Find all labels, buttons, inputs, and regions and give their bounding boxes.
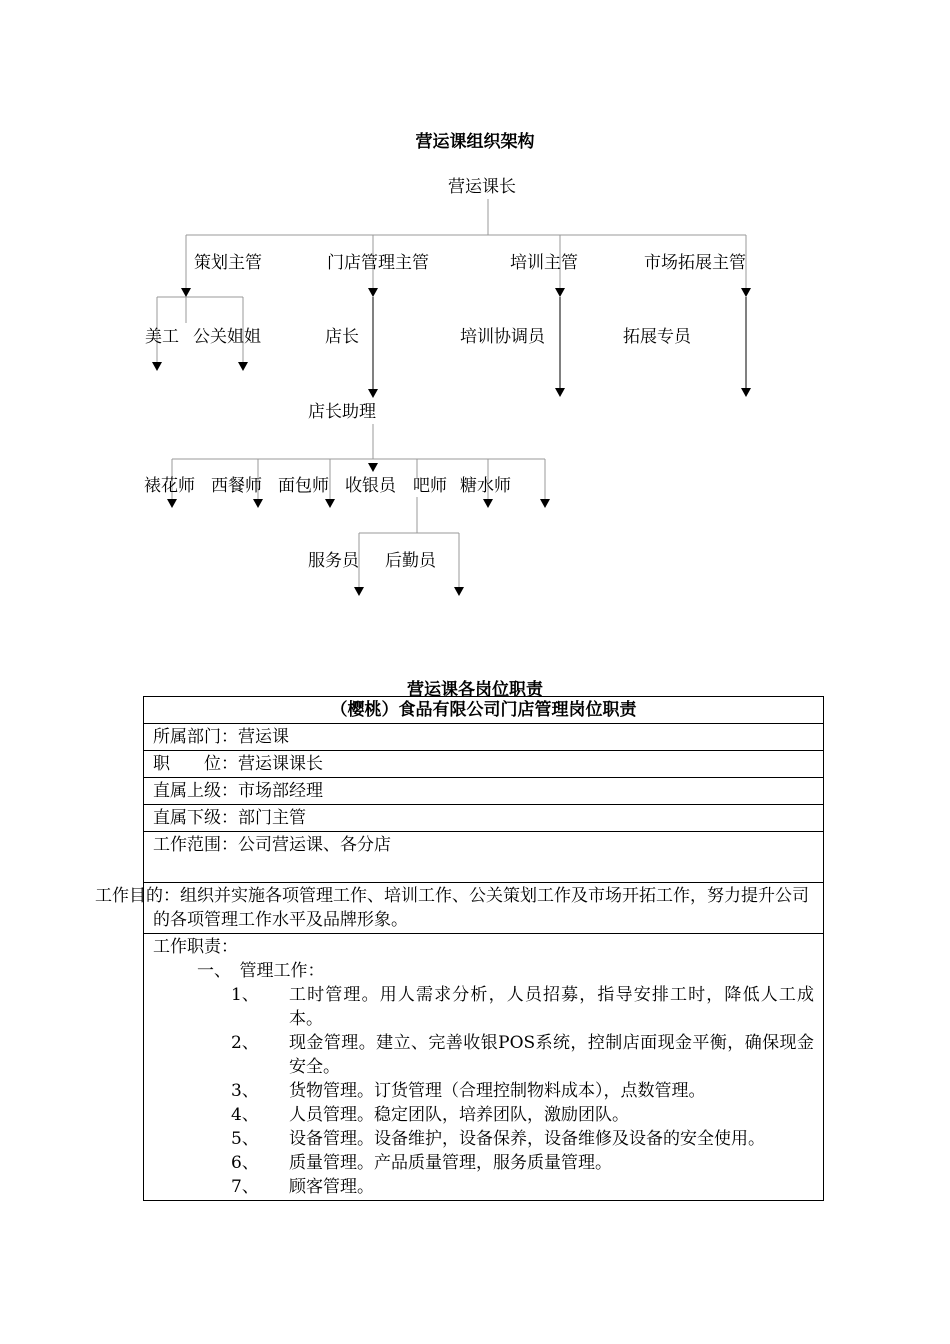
org-chart-title: 营运课组织架构 [415, 132, 535, 152]
duty-item-number: 5、 [231, 1129, 259, 1149]
superior-row: 直属上级：市场部经理 [144, 778, 824, 805]
org-chart [0, 0, 950, 660]
purpose-row: 工作目的：组织并实施各项管理工作、培训工作、公关策划工作及市场开拓工作，努力提升公司的各项管理工作水平及品牌形象。 [144, 883, 824, 934]
duties-section-title: 营运课各岗位职责 [407, 680, 543, 700]
node-decorator: 裱花师 [144, 476, 195, 496]
duty-item [153, 1175, 814, 1199]
node-assistant-manager: 店长助理 [308, 402, 376, 422]
duty-item-text: 现金管理。建立、完善收银POS系统，控制店面现金平衡，确保现金安全。 [289, 1033, 814, 1077]
subordinate-row: 直属下级：部门主管 [144, 805, 824, 832]
node-barista: 吧师 [413, 476, 447, 496]
node-logistics: 后勤员 [385, 551, 436, 571]
duty-item [153, 1079, 814, 1103]
duty-item-text: 货物管理。订货管理（合理控制物料成本），点数管理。 [289, 1081, 706, 1101]
duty-item-number: 6、 [231, 1153, 259, 1173]
node-cashier: 收银员 [345, 476, 396, 496]
node-market-manager: 市场拓展主管 [644, 253, 746, 273]
duty-item [153, 1127, 814, 1151]
scope-row: 工作范围：公司营运课、各分店 [144, 832, 824, 883]
duty-item-number: 3、 [231, 1081, 259, 1101]
duty-item-number: 7、 [231, 1177, 259, 1197]
duty-item-number: 4、 [231, 1105, 259, 1125]
duty-item-text: 设备管理。设备维护，设备保养，设备维修及设备的安全使用。 [289, 1129, 765, 1149]
department-row: 所属部门：营运课 [144, 724, 824, 751]
duties-table-title: （樱桃）食品有限公司门店管理岗位职责 [144, 697, 824, 724]
node-expansion-specialist: 拓展专员 [623, 327, 691, 347]
node-store-manager: 店长 [325, 327, 359, 347]
duty-item-text: 人员管理。稳定团队，培养团队，激励团队。 [289, 1105, 629, 1125]
node-head: 营运课长 [448, 177, 516, 197]
section-one-heading: 一、 管理工作： [197, 961, 325, 981]
node-pr: 公关姐姐 [193, 327, 261, 347]
duties-table [95, 696, 824, 1201]
node-training-coordinator: 培训协调员 [460, 327, 545, 347]
duty-item [153, 1103, 814, 1127]
node-planning-manager: 策划主管 [194, 253, 262, 273]
node-artist: 美工 [145, 327, 179, 347]
node-baker: 面包师 [278, 476, 329, 496]
duty-item [153, 1151, 814, 1175]
responsibilities-label: 工作职责： [153, 937, 238, 957]
node-training-manager: 培训主管 [510, 253, 578, 273]
duty-item [153, 983, 814, 1031]
duty-item-text: 工时管理。用人需求分析，人员招募，指导安排工时，降低人工成本。 [289, 985, 814, 1029]
node-waiter: 服务员 [308, 551, 359, 571]
duty-item-text: 质量管理。产品质量管理，服务质量管理。 [289, 1153, 612, 1173]
duty-item-number: 2、 [231, 1033, 259, 1053]
node-store-manager-supervisor: 门店管理主管 [327, 253, 429, 273]
duty-item-text: 顾客管理。 [289, 1177, 374, 1197]
responsibilities-cell [144, 934, 824, 1201]
node-dessert-maker: 糖水师 [460, 476, 511, 496]
duty-item [153, 1031, 814, 1079]
duty-item-number: 1、 [231, 985, 259, 1005]
node-western-chef: 西餐师 [211, 476, 262, 496]
position-row: 职 位：营运课课长 [144, 751, 824, 778]
